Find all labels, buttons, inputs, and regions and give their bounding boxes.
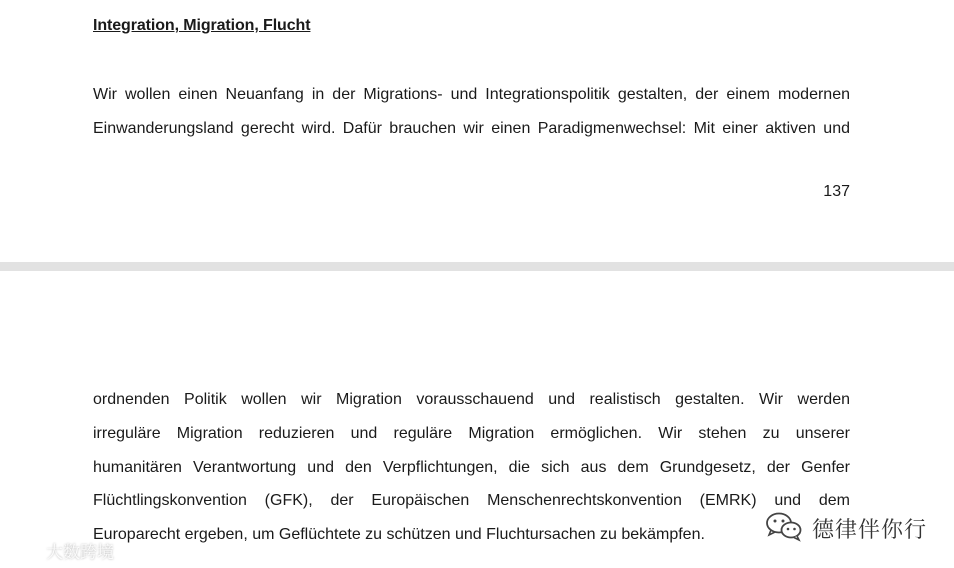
text-line: Wir wollen einen Neuanfang in der Migrations- und Integrationspolitik gestalten, der einem modernen (93, 86, 850, 103)
text-line: Flüchtlingskonvention (GFK), der Europäischen Menschenrechtskonvention (EMRK) und dem (93, 492, 850, 510)
paragraph-top (93, 78, 850, 146)
document-page-top (0, 0, 954, 262)
watermark-right (764, 510, 927, 547)
wechat-icon (764, 510, 804, 547)
page-number: 137 (823, 183, 850, 200)
text-line: Einwanderungsland gerecht wird. Dafür brauchen wir einen Paradigmenwechsel: Mit einer aktiven und (93, 119, 850, 137)
watermark-left-text: 大数跨境 (46, 543, 114, 562)
text-line: humanitären Verantwortung und den Verpflichtungen, die sich aus dem Grundgesetz, der Genfer (93, 458, 850, 476)
section-heading: Integration, Migration, Flucht (93, 17, 311, 34)
paragraph-bottom (93, 383, 850, 552)
chat-bubble-icon (8, 537, 42, 564)
text-line: Europarecht ergeben, um Geflüchtete zu schützen und Fluchtursachen zu bekämpfen. (93, 526, 705, 544)
watermark-right-text: 德律伴你行 (812, 518, 928, 543)
page-separator (0, 262, 954, 271)
text-line: irreguläre Migration reduzieren und reguläre Migration ermöglichen. Wir stehen zu unserer (93, 424, 850, 442)
watermark-left (8, 537, 114, 564)
text-line: ordnenden Politik wollen wir Migration vorausschauend und realistisch gestalten. Wir werden (93, 391, 850, 408)
